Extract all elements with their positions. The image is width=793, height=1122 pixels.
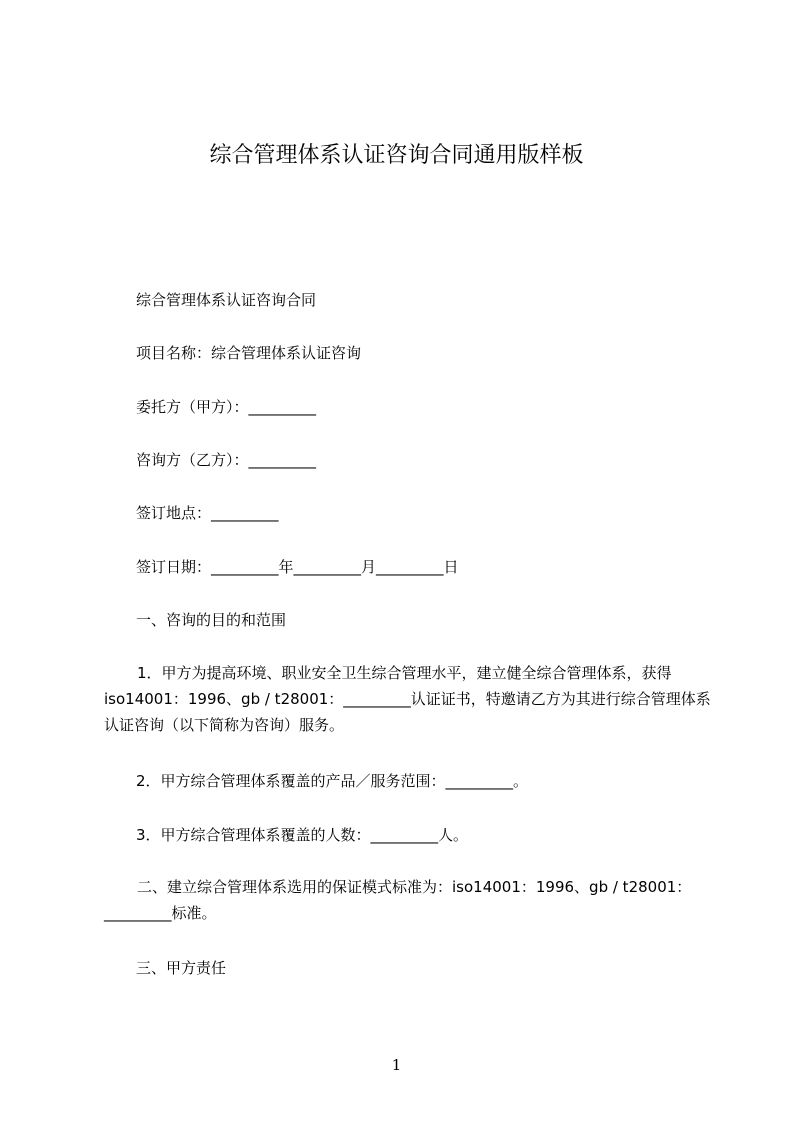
project-name-line: 项目名称：综合管理体系认证咨询 [136,344,362,362]
party-b-line: 咨询方（乙方）：_________ [136,451,317,469]
section-3-heading: 三、甲方责任 [136,959,227,977]
clause-2-line: 2．甲方综合管理体系覆盖的产品／服务范围：_________。 [136,772,529,790]
section-1-heading: 一、咨询的目的和范围 [136,611,287,629]
document-title: 综合管理体系认证咨询合同通用版样板 [209,143,584,168]
party-a-line: 委托方（甲方）：_________ [136,398,317,416]
clause-1-paragraph: 1．甲方为提高环境、职业安全卫生综合管理水平，建立健全综合管理体系，获得iso14001：1996、gb / t28001：_________认证证书，特邀请乙方为其进行综合管理体系认证咨询（以下简称为咨询）服务。 [104,664,711,734]
sign-place-line: 签订地点：_________ [136,504,279,522]
page-number: 1 [391,1056,402,1074]
section-2-paragraph: 二、建立综合管理体系选用的保证模式标准为：iso14001：1996、gb / t28001：_________标准。 [104,878,692,922]
clause-3-line: 3．甲方综合管理体系覆盖的人数：_________人。 [136,826,469,844]
sign-date-line: 签订日期：_________年_________月_________日 [136,558,459,576]
contract-subtitle: 综合管理体系认证咨询合同 [136,291,317,309]
